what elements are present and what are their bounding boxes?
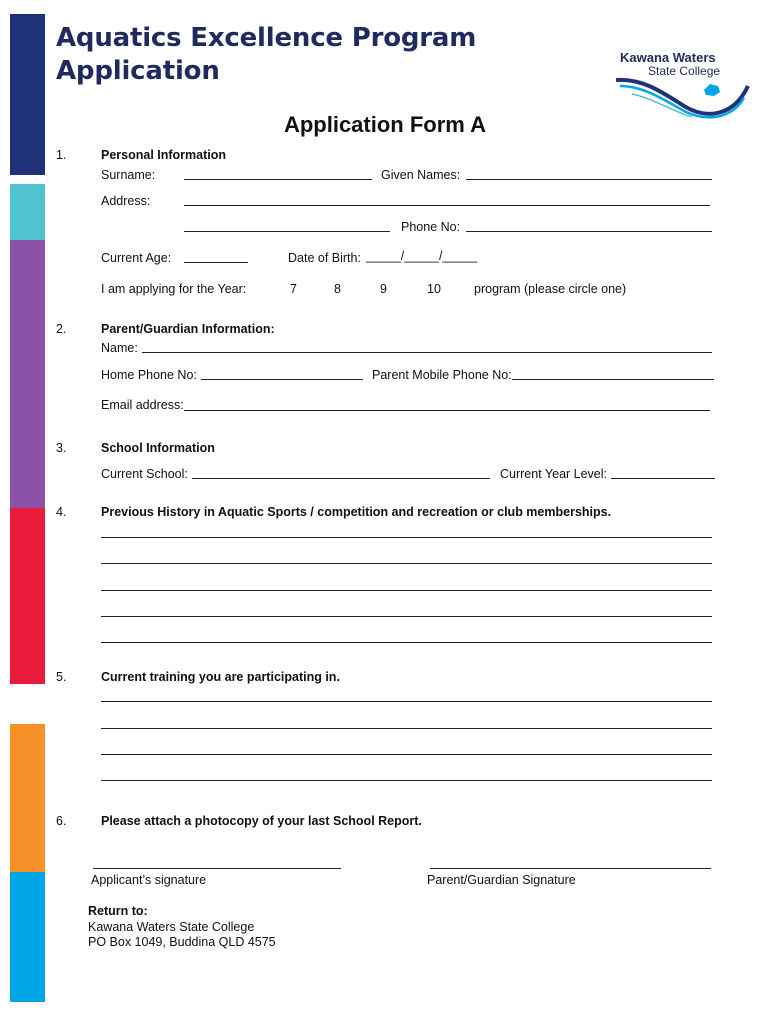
- dob-field[interactable]: _____/_____/_____: [366, 249, 478, 263]
- year-option-10[interactable]: 10: [427, 282, 441, 296]
- section-1-number: 1.: [56, 148, 67, 162]
- applicant-signature-label: Applicant’s signature: [91, 873, 207, 887]
- dob-label: Date of Birth:: [288, 251, 361, 265]
- history-line[interactable]: [101, 537, 712, 538]
- history-line[interactable]: [101, 590, 712, 591]
- email-field[interactable]: [184, 410, 710, 411]
- section-2-heading: Parent/Guardian Information:: [101, 322, 275, 336]
- address-field-line-1[interactable]: [184, 205, 710, 206]
- college-logo: [612, 40, 752, 122]
- section-4-number: 4.: [56, 505, 67, 519]
- address-label: Address:: [101, 194, 151, 208]
- section-5-number: 5.: [56, 670, 67, 684]
- section-6-number: 6.: [56, 814, 67, 828]
- parent-name-field[interactable]: [142, 352, 712, 353]
- home-phone-field[interactable]: [201, 379, 363, 380]
- phone-label: Phone No:: [401, 220, 461, 234]
- side-bar-red: [10, 508, 45, 684]
- section-2-number: 2.: [56, 322, 67, 336]
- history-line[interactable]: [101, 616, 712, 617]
- side-bar-orange: [10, 724, 45, 872]
- side-bar-blue: [10, 872, 45, 1002]
- current-school-field[interactable]: [192, 478, 490, 479]
- email-label: Email address:: [101, 398, 184, 412]
- logo-subname: State College: [648, 64, 721, 78]
- history-line[interactable]: [101, 563, 712, 564]
- history-line[interactable]: [101, 642, 712, 643]
- given-names-field[interactable]: [466, 179, 712, 180]
- year-option-9[interactable]: 9: [380, 282, 387, 296]
- home-phone-label: Home Phone No:: [101, 368, 197, 382]
- parent-mobile-label: Parent Mobile Phone No:: [372, 368, 512, 382]
- side-bar-purple: [10, 240, 45, 508]
- parent-mobile-field[interactable]: [512, 379, 714, 380]
- section-6-heading: Please attach a photocopy of your last School Report.: [101, 814, 422, 828]
- current-year-level-label: Current Year Level:: [500, 467, 608, 481]
- logo-name: Kawana Waters: [620, 50, 716, 65]
- parent-signature-label: Parent/Guardian Signature: [427, 873, 576, 887]
- given-names-label: Given Names:: [381, 168, 461, 182]
- current-age-label: Current Age:: [101, 251, 172, 265]
- section-1-heading: Personal Information: [101, 148, 227, 162]
- section-3-heading: School Information: [101, 441, 215, 455]
- logo-wave-icon: [612, 40, 752, 122]
- page-title-line-2: Application: [56, 56, 220, 86]
- year-applying-label: I am applying for the Year:: [101, 282, 247, 296]
- return-address-line-1: Kawana Waters State College: [88, 920, 255, 934]
- page-title-line-1: Aquatics Excellence Program: [56, 23, 477, 53]
- section-5-heading: Current training you are participating in.: [101, 670, 340, 684]
- year-option-8[interactable]: 8: [334, 282, 341, 296]
- return-address-line-2: PO Box 1049, Buddina QLD 4575: [88, 935, 276, 949]
- current-school-label: Current School:: [101, 467, 188, 481]
- training-line[interactable]: [101, 754, 712, 755]
- parent-name-label: Name:: [101, 341, 138, 355]
- parent-signature-field[interactable]: [430, 868, 711, 869]
- return-to-label: Return to:: [88, 904, 148, 918]
- side-bar-navy: [10, 14, 45, 175]
- current-year-level-field[interactable]: [611, 478, 715, 479]
- phone-field[interactable]: [466, 231, 712, 232]
- form-title: Application Form A: [283, 112, 487, 137]
- training-line[interactable]: [101, 728, 712, 729]
- training-line[interactable]: [101, 780, 712, 781]
- surname-field[interactable]: [184, 179, 372, 180]
- program-note: program (please circle one): [474, 282, 627, 296]
- page-title: [56, 22, 476, 88]
- side-bar-teal: [10, 184, 45, 240]
- section-3-number: 3.: [56, 441, 67, 455]
- address-field-line-2[interactable]: [184, 231, 390, 232]
- year-option-7[interactable]: 7: [290, 282, 297, 296]
- training-line[interactable]: [101, 701, 712, 702]
- section-4-heading: Previous History in Aquatic Sports / competition and recreation or club memberships.: [101, 505, 612, 519]
- current-age-field[interactable]: [184, 262, 248, 263]
- applicant-signature-field[interactable]: [93, 868, 341, 869]
- surname-label: Surname:: [101, 168, 156, 182]
